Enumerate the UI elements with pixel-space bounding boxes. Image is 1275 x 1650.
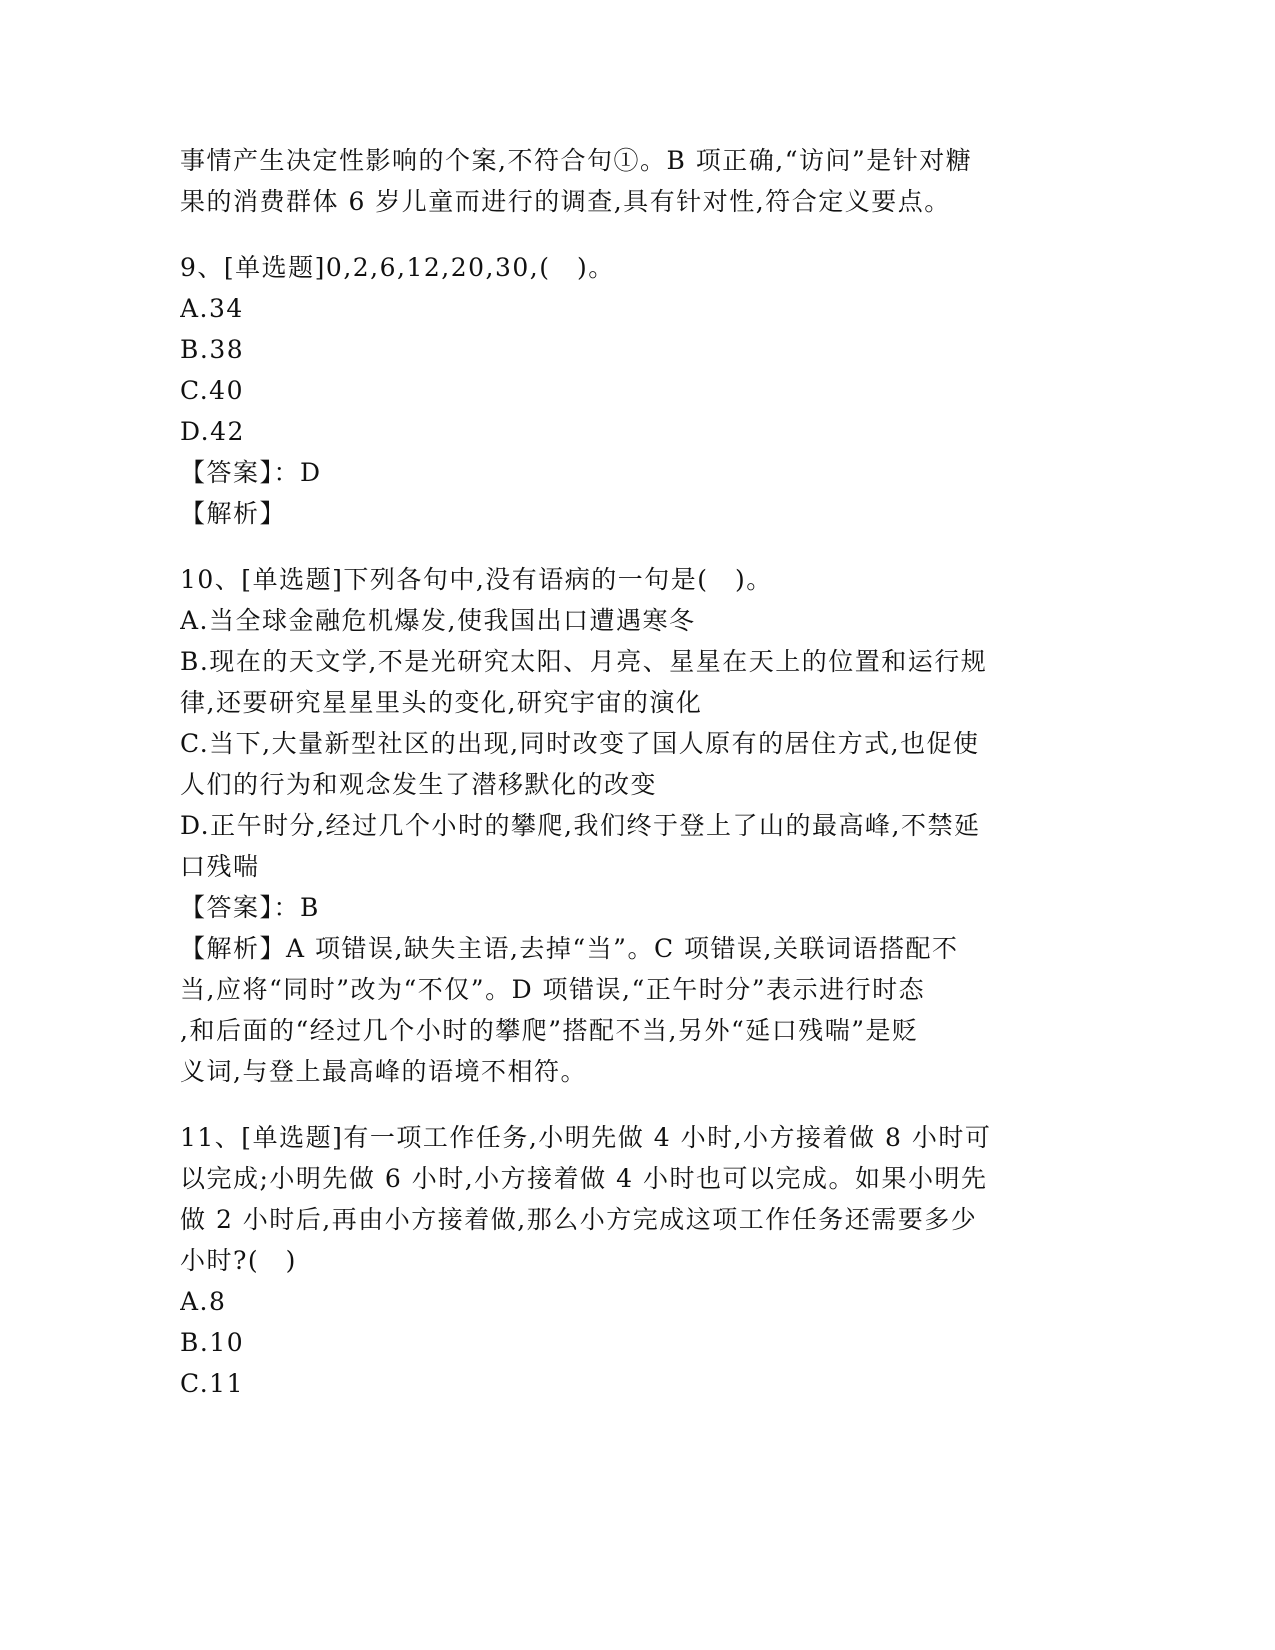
option-a: A.34 — [180, 294, 244, 323]
previous-analysis-continuation — [180, 140, 1085, 222]
option-b: B.10 — [180, 1328, 245, 1357]
text-line: 事情产生决定性影响的个案,不符合句①。B 项正确,“访问”是针对糖 — [180, 146, 973, 175]
question-stem-continued: 做 2 小时后,再由小方接着做,那么小方完成这项工作任务还需要多少 — [180, 1205, 978, 1234]
option-d: D.42 — [180, 417, 245, 446]
option-b: B.现在的天文学,不是光研究太阳、月亮、星星在天上的位置和运行规 — [180, 647, 988, 676]
option-c-continued: 人们的行为和观念发生了潜移默化的改变 — [180, 770, 658, 799]
question-11 — [180, 1117, 1085, 1404]
answer-line: 【答案】：D — [180, 458, 322, 487]
question-10 — [180, 559, 1085, 1092]
analysis-line: 【解析】 — [180, 499, 287, 528]
option-c: C.当下,大量新型社区的出现,同时改变了国人原有的居住方式,也促使 — [180, 729, 980, 758]
question-stem: 11、[单选题]有一项工作任务,小明先做 4 小时,小方接着做 8 小时可 — [180, 1123, 992, 1152]
question-9 — [180, 247, 1085, 534]
analysis-line: 【解析】A 项错误,缺失主语,去掉“当”。C 项错误,关联词语搭配不 — [180, 934, 959, 963]
option-b: B.38 — [180, 335, 245, 364]
question-stem: 10、[单选题]下列各句中,没有语病的一句是( )。 — [180, 565, 773, 594]
analysis-line: 义词,与登上最高峰的语境不相符。 — [180, 1057, 587, 1086]
text-line: 果的消费群体 6 岁儿童而进行的调查,具有针对性,符合定义要点。 — [180, 187, 951, 216]
answer-line: 【答案】：B — [180, 893, 320, 922]
option-d-continued: 口残喘 — [180, 852, 260, 881]
option-a: A.当全球金融危机爆发,使我国出口遭遇寒冬 — [180, 606, 696, 635]
document-page — [180, 140, 1085, 1404]
analysis-line: ,和后面的“经过几个小时的攀爬”搭配不当,另外“延口残喘”是贬 — [180, 1016, 919, 1045]
question-stem: 9、[单选题]0,2,6,12,20,30,( )。 — [180, 253, 615, 282]
option-b-continued: 律,还要研究星星里头的变化,研究宇宙的演化 — [180, 688, 703, 717]
question-stem-continued: 小时?( ) — [180, 1246, 297, 1275]
option-d: D.正午时分,经过几个小时的攀爬,我们终于登上了山的最高峰,不禁延 — [180, 811, 981, 840]
analysis-line: 当,应将“同时”改为“不仅”。D 项错误,“正午时分”表示进行时态 — [180, 975, 926, 1004]
option-c: C.40 — [180, 376, 244, 405]
option-a: A.8 — [180, 1287, 227, 1316]
question-stem-continued: 以完成;小明先做 6 小时,小方接着做 4 小时也可以完成。如果小明先 — [180, 1164, 988, 1193]
option-c: C.11 — [180, 1369, 244, 1398]
